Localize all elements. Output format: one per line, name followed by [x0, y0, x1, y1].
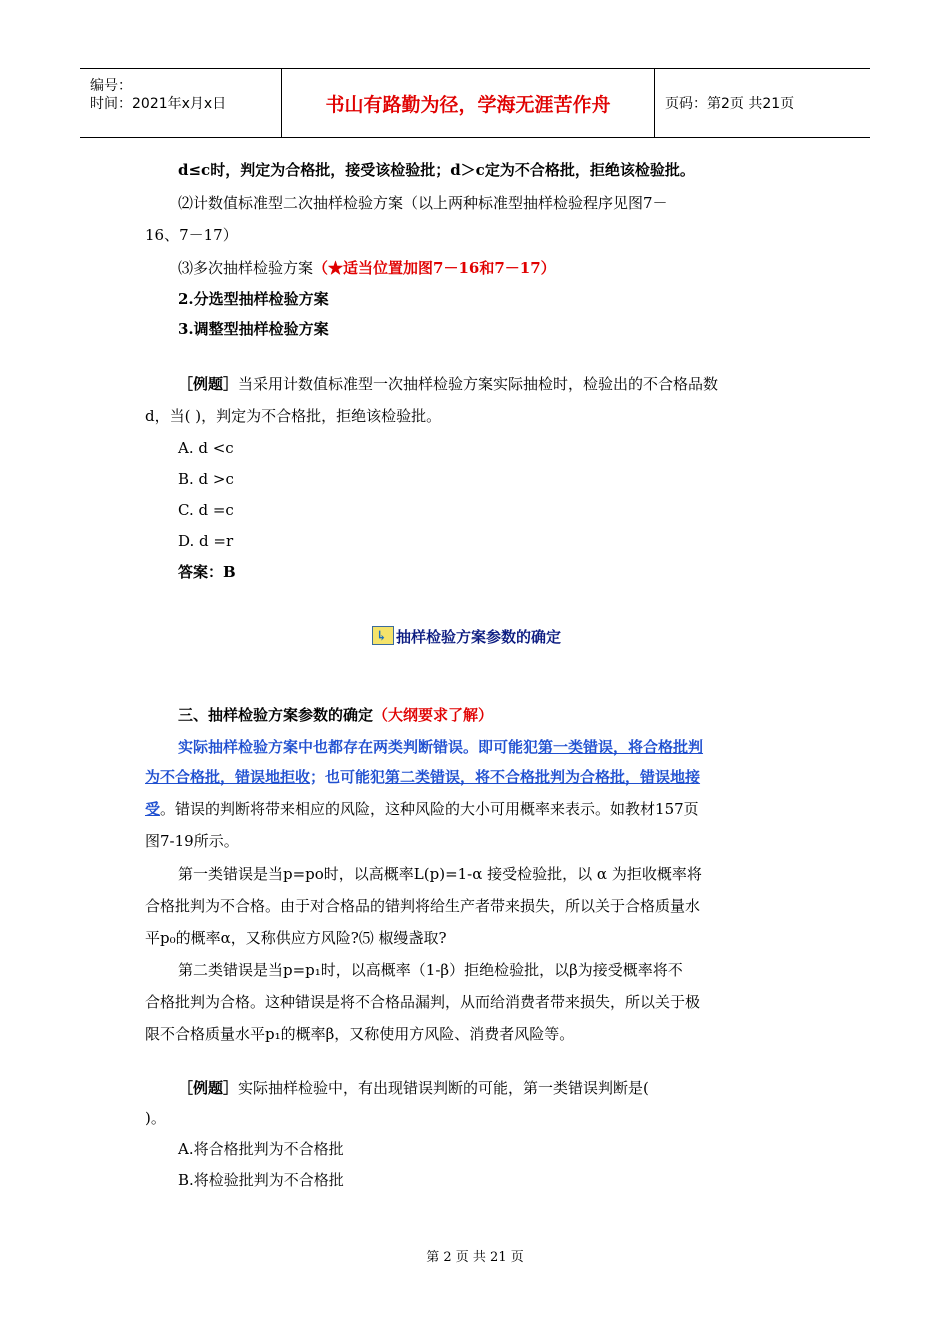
example2-option-a: A.将合格批判为不合格批 [178, 1140, 344, 1158]
multi-sampling-text: ⑶多次抽样检验方案 [178, 259, 314, 277]
arrow-icon: ↳ [372, 626, 394, 645]
rule-line-4 [178, 258, 556, 278]
header-motto: 书山有路勤为径，学海无涯苦作舟 [282, 69, 655, 137]
section3-p1-line-3 [145, 799, 699, 819]
section3-p2-line-2: 合格批判为不合格。由于对合格品的错判将给生产者带来损失，所以关于合格质量水 [145, 897, 701, 915]
section3-p2-line-1: 第一类错误是当p=po时，以高概率L(p)=1-α 接受检验批，以 α 为拒收概率将 [178, 865, 702, 883]
type-connector-text: ；也可能犯 [310, 768, 386, 786]
example2-tag: ［例题］ [178, 1079, 239, 1097]
section3-p1-line-1 [178, 737, 703, 757]
example2-option-b: B.将检验批判为不合格批 [178, 1171, 344, 1189]
example1-tag: ［例题］ [178, 375, 239, 393]
example1-option-a: A. d <c [178, 439, 234, 457]
type2-error-link-cont[interactable]: 受 [145, 800, 161, 818]
figure-note: （★适当位置加图7－16和7－17） [313, 259, 556, 277]
example1-option-b: B. d >c [178, 470, 234, 488]
section3-p3-line-3: 限不合格质量水平p₁的概率β，又称使用方风险、消费者风险等。 [145, 1025, 575, 1043]
section3-heading [178, 705, 493, 725]
example2-line-1 [178, 1078, 649, 1098]
section3-p1-line-2 [145, 767, 700, 787]
example2-question-1: 实际抽样检验中，有出现错误判断的可能，第一类错误判断是( [238, 1079, 649, 1097]
rule-line-2: ⑵计数值标准型二次抽样检验方案（以上两种标准型抽样检验程序见图7－ [178, 194, 668, 212]
type2-error-link[interactable]: 第二类错误，将不合格批判为合格批，错误地接 [385, 768, 701, 786]
page-footer: 第 2 页 共 21 页 [426, 1250, 524, 1265]
section3-p3-line-2: 合格批判为合格。这种错误是将不合格品漏判，从而给消费者带来损失，所以关于极 [145, 993, 701, 1011]
section3-p3-line-1: 第二类错误是当p=p₁时，以高概率（1-β）拒绝检验批，以β为接受概率将不 [178, 961, 683, 979]
example2-question-2: )。 [145, 1109, 166, 1127]
example1-option-d: D. d =r [178, 532, 234, 550]
section3-note: （大纲要求了解） [373, 706, 494, 724]
rule-line-3: 16、7－17） [145, 226, 238, 244]
example1-option-c: C. d =c [178, 501, 234, 519]
time-label: 时间：2021年x月x日 [90, 96, 227, 112]
page-header [80, 68, 870, 138]
number-label: 编号： [90, 78, 132, 94]
section3-p2-line-3: 平p₀的概率α，又称供应方风险?⑸ 椒缦盏取? [145, 929, 447, 947]
heading-adjusted-plan: 3.调整型抽样检验方案 [178, 320, 329, 338]
type1-error-link-cont[interactable]: 为不合格批，错误地拒收 [145, 768, 311, 786]
example1-question-2: d，当( )，判定为不合格批，拒绝该检验批。 [145, 407, 442, 425]
header-page-label: 页码：第2页 共21页 [665, 96, 795, 112]
example1-line-1 [178, 374, 718, 394]
section-link[interactable] [372, 626, 561, 647]
example1-question-1: 当采用计数值标准型一次抽样检验方案实际抽检时，检验出的不合格品数 [238, 375, 719, 393]
header-meta-cell [80, 69, 282, 137]
heading-sorting-plan: 2.分选型抽样检验方案 [178, 290, 329, 308]
section3-title: 三、抽样检验方案参数的确定 [178, 706, 374, 724]
example1-answer: 答案：B [178, 563, 236, 581]
risk-text: 。错误的判断将带来相应的风险，这种风险的大小可用概率来表示。如教材157页 [160, 800, 699, 818]
type1-error-link[interactable]: 第一类错误，将合格批判 [538, 738, 704, 756]
rule-line-1: d≤c时，判定为合格批，接受该检验批；d＞c定为不合格批，拒绝该检验批。 [178, 161, 695, 179]
section3-p1-line-4: 图7-19所示。 [145, 832, 239, 850]
error-intro-text: 实际抽样检验方案中也都存在两类判断错误。即可能犯 [178, 738, 539, 756]
section-link-label: 抽样检验方案参数的确定 [396, 628, 562, 646]
